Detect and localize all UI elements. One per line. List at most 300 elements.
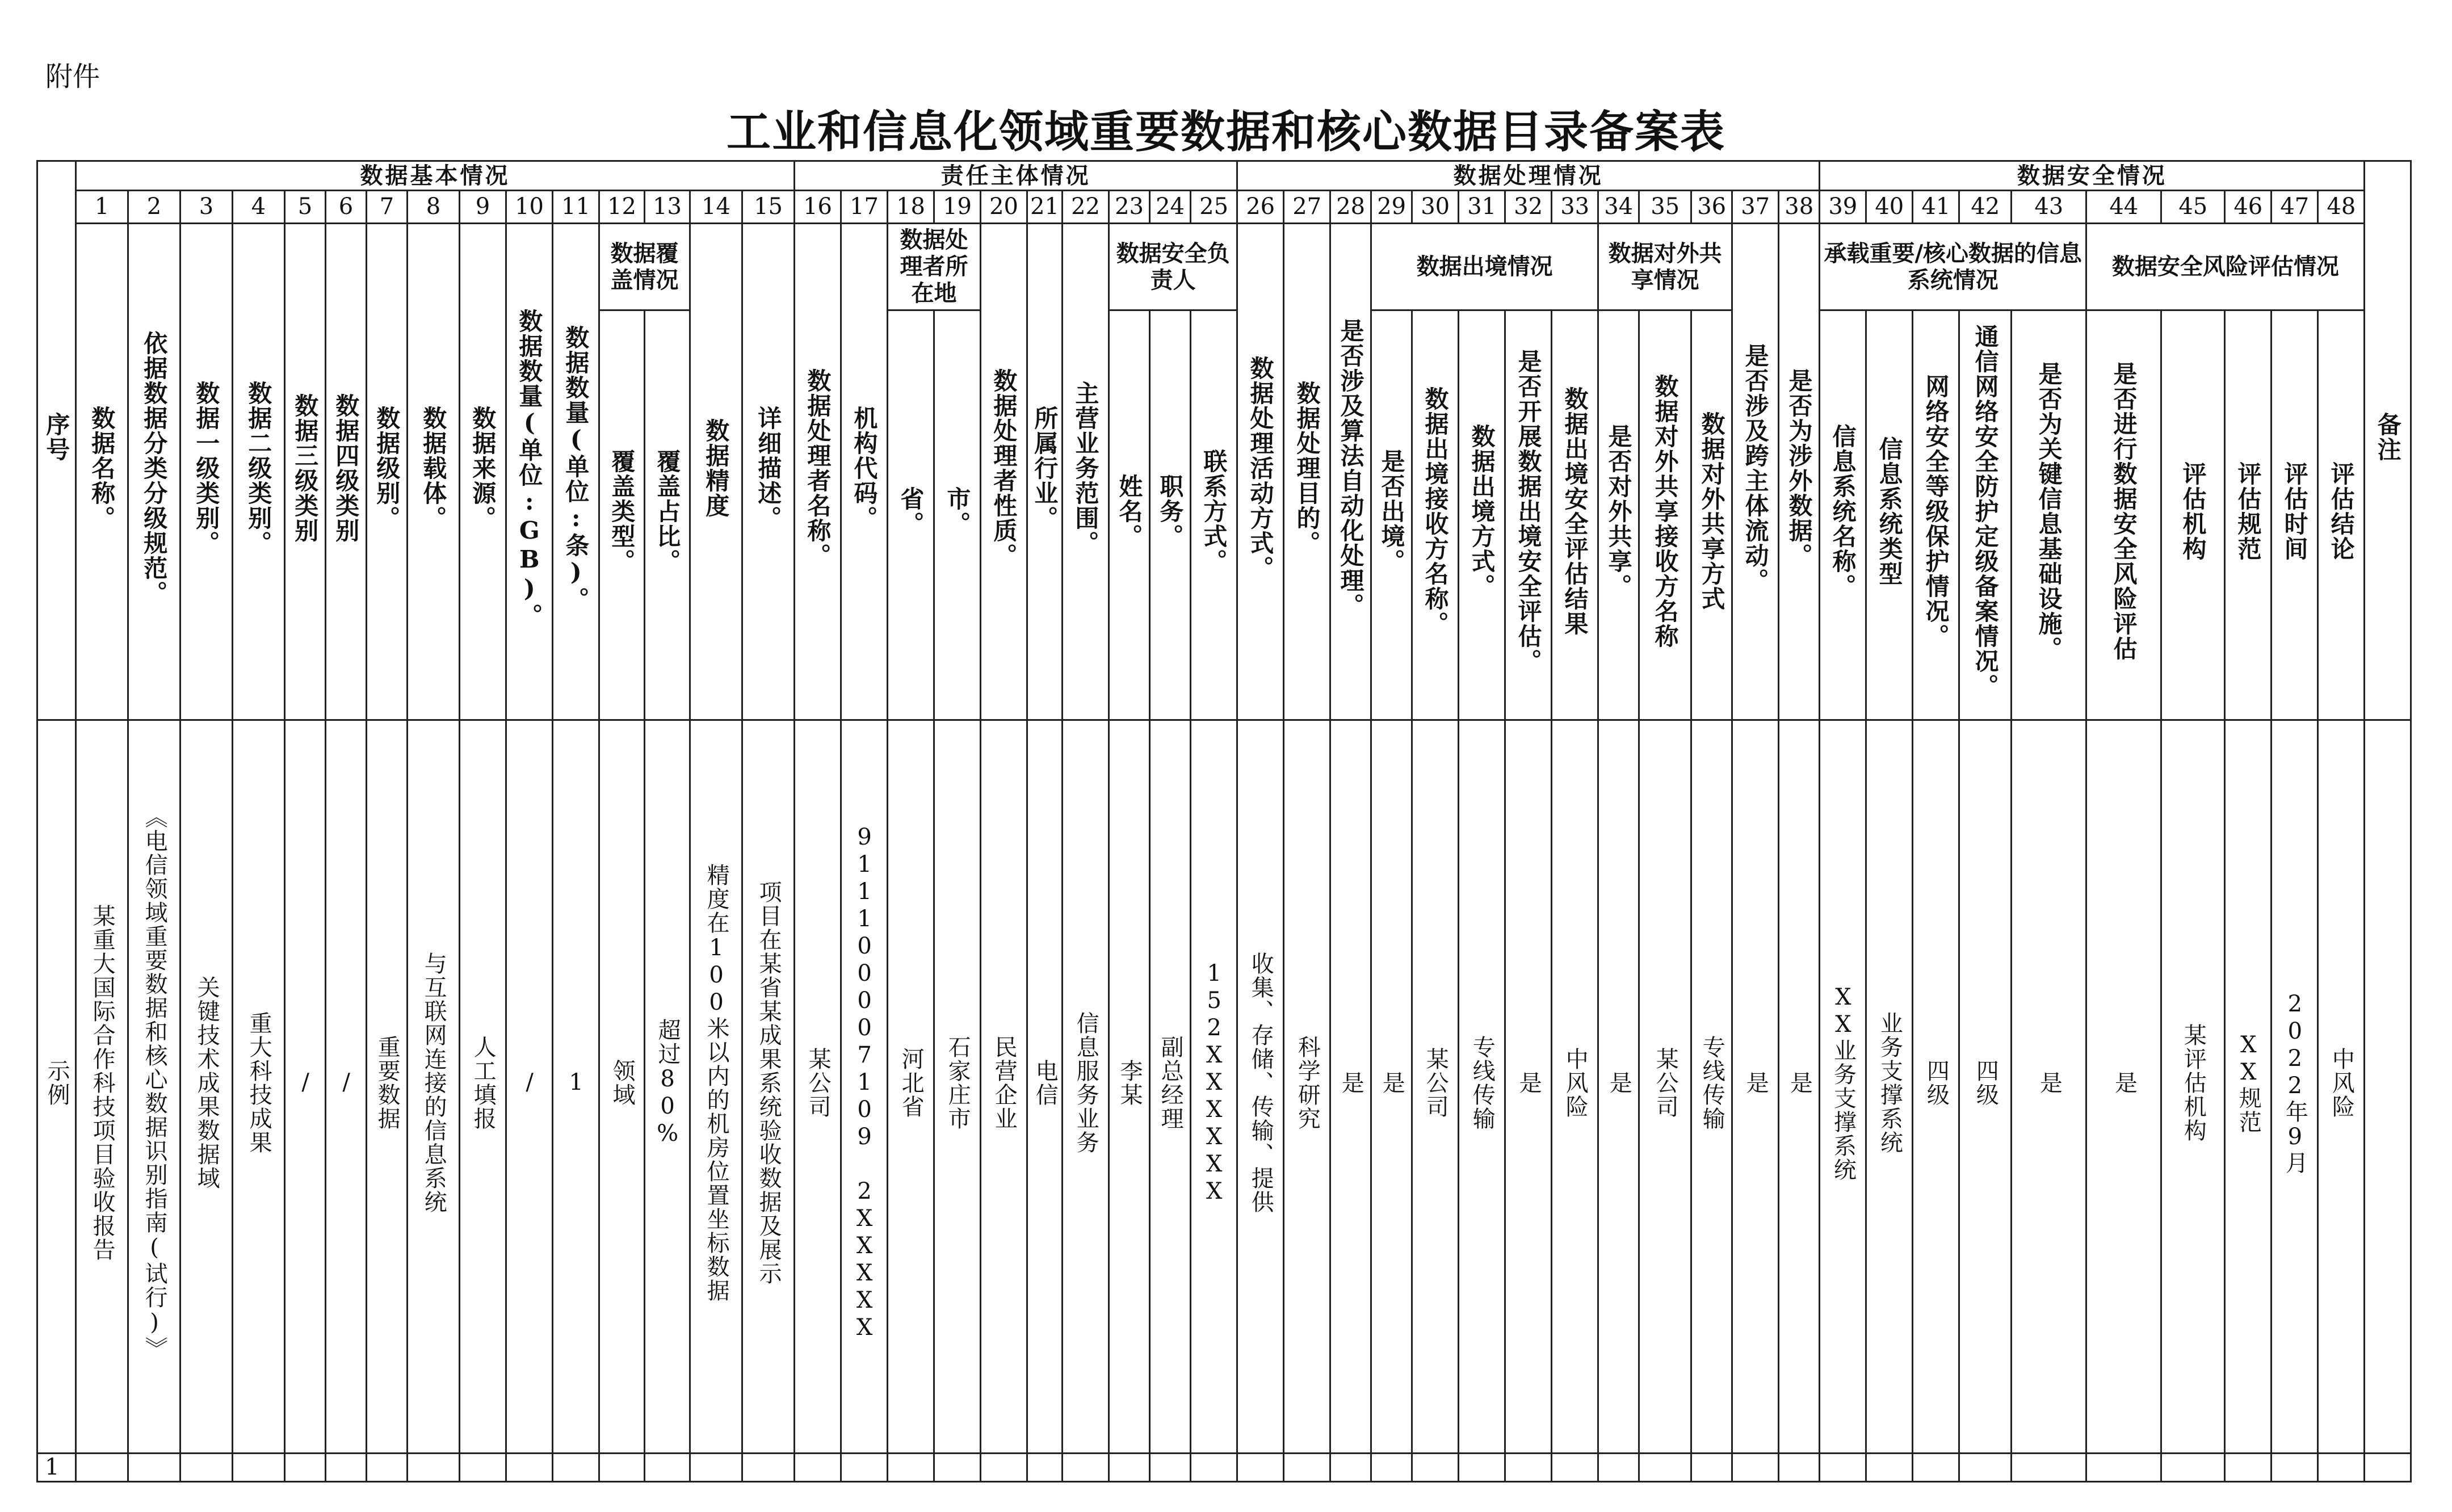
empty-cell bbox=[1913, 1453, 1959, 1481]
example-value bbox=[2086, 720, 2161, 1453]
subgroup-coverage: 数据覆盖情况 bbox=[599, 224, 690, 310]
example-value bbox=[981, 720, 1027, 1453]
group-subject: 责任主体情况 bbox=[795, 161, 1237, 191]
column-header-text: 数据来源。 bbox=[469, 406, 497, 531]
column-header-text: 数据处理者名称。 bbox=[804, 368, 832, 569]
column-header-text: 数据精度 bbox=[702, 418, 730, 519]
example-value bbox=[1779, 720, 1820, 1453]
example-value-text: 是 bbox=[1515, 1071, 1542, 1095]
column-number: 48 bbox=[2318, 191, 2365, 224]
example-value-text: / bbox=[333, 1069, 360, 1097]
column-header bbox=[180, 224, 233, 720]
column-header bbox=[690, 224, 742, 720]
example-value-text: 四级 bbox=[1923, 1059, 1950, 1107]
column-header bbox=[128, 224, 180, 720]
example-value bbox=[1150, 720, 1191, 1453]
empty-cell bbox=[2012, 1453, 2086, 1481]
example-value bbox=[1412, 720, 1459, 1453]
empty-cell bbox=[841, 1453, 888, 1481]
example-value-text: 业务支撑系统 bbox=[1876, 1011, 1903, 1155]
column-number: 23 bbox=[1109, 191, 1150, 224]
column-number: 42 bbox=[1959, 191, 2012, 224]
empty-cell bbox=[690, 1453, 742, 1481]
column-header bbox=[1691, 310, 1732, 720]
column-header-text: 数据载体。 bbox=[419, 406, 448, 531]
header-seq-text: 序号 bbox=[43, 412, 71, 463]
example-value-text: 项目在某省某成果系统验收数据及展示 bbox=[755, 880, 782, 1286]
empty-cell bbox=[2086, 1453, 2161, 1481]
column-number: 40 bbox=[1866, 191, 1913, 224]
header-remarks bbox=[2365, 161, 2411, 720]
column-header bbox=[2086, 310, 2161, 720]
empty-cell bbox=[1237, 1453, 1284, 1481]
empty-cell bbox=[1150, 1453, 1191, 1481]
empty-cell bbox=[2272, 1453, 2318, 1481]
example-value bbox=[1330, 720, 1371, 1453]
example-value bbox=[841, 720, 888, 1453]
empty-cell bbox=[1779, 1453, 1820, 1481]
example-value-text: 石家庄市 bbox=[944, 1035, 971, 1131]
empty-cell bbox=[934, 1453, 981, 1481]
example-value-text: 911100007109 2XXXXX bbox=[851, 824, 878, 1342]
example-value-text: 是 bbox=[1743, 1071, 1769, 1095]
column-header bbox=[1150, 310, 1191, 720]
example-value bbox=[888, 720, 934, 1453]
empty-cell bbox=[2161, 1453, 2225, 1481]
example-value-text: 河北省 bbox=[898, 1047, 925, 1119]
column-header bbox=[2012, 310, 2086, 720]
example-value bbox=[1959, 720, 2012, 1453]
column-header-text: 信息系统类型 bbox=[1875, 436, 1904, 587]
example-value bbox=[742, 720, 795, 1453]
column-header bbox=[645, 310, 690, 720]
example-label bbox=[37, 720, 76, 1453]
example-value bbox=[2272, 720, 2318, 1453]
column-header bbox=[1109, 310, 1150, 720]
column-header bbox=[460, 224, 506, 720]
column-header bbox=[2225, 310, 2272, 720]
column-header-text: 数据处理者性质。 bbox=[990, 368, 1018, 569]
column-number: 4 bbox=[233, 191, 285, 224]
column-header-text: 是否为关键信息基础设施。 bbox=[2035, 362, 2063, 662]
empty-cell bbox=[553, 1453, 599, 1481]
empty-cell bbox=[1732, 1453, 1779, 1481]
column-header-text: 覆盖类型。 bbox=[608, 449, 636, 574]
subgroup-risk-eval: 数据安全风险评估情况 bbox=[2086, 224, 2365, 310]
column-header bbox=[408, 224, 460, 720]
example-value bbox=[795, 720, 841, 1453]
row-number-cell: 1 bbox=[37, 1453, 76, 1481]
example-value bbox=[2318, 720, 2365, 1453]
column-header-text: 主营业务范围。 bbox=[1072, 381, 1100, 556]
column-header bbox=[367, 224, 408, 720]
column-header-text: 依据数据分类分级规范。 bbox=[140, 331, 169, 606]
empty-cell bbox=[795, 1453, 841, 1481]
column-number: 24 bbox=[1150, 191, 1191, 224]
example-value bbox=[367, 720, 408, 1453]
column-number: 21 bbox=[1027, 191, 1063, 224]
example-value bbox=[180, 720, 233, 1453]
example-value bbox=[1820, 720, 1866, 1453]
subgroup-officer: 数据安全负责人 bbox=[1109, 224, 1237, 310]
example-value bbox=[1732, 720, 1779, 1453]
column-number: 33 bbox=[1552, 191, 1598, 224]
example-value-text: 专线传输 bbox=[1469, 1035, 1496, 1131]
column-header-text: 是否涉及跨主体流动。 bbox=[1741, 343, 1770, 594]
example-value bbox=[76, 720, 128, 1453]
column-number: 27 bbox=[1284, 191, 1330, 224]
column-header bbox=[934, 310, 981, 720]
empty-cell bbox=[2318, 1453, 2365, 1481]
empty-cell bbox=[645, 1453, 690, 1481]
example-value-text: 民营企业 bbox=[991, 1035, 1018, 1131]
column-header-text: 所属行业。 bbox=[1031, 406, 1059, 531]
example-value-text: 科学研究 bbox=[1294, 1035, 1321, 1131]
example-value bbox=[1109, 720, 1150, 1453]
column-header-text: 评估机构 bbox=[2179, 461, 2207, 562]
header-remarks-text: 备注 bbox=[2374, 412, 2402, 463]
column-header bbox=[506, 224, 553, 720]
column-header bbox=[742, 224, 795, 720]
column-header-text: 是否开展数据出境安全评估。 bbox=[1514, 349, 1543, 674]
subgroup-sharing: 数据对外共享情况 bbox=[1598, 224, 1732, 310]
column-number: 6 bbox=[326, 191, 367, 224]
example-value-text: 是 bbox=[1379, 1071, 1405, 1095]
column-number: 44 bbox=[2086, 191, 2161, 224]
example-value bbox=[1284, 720, 1330, 1453]
example-value bbox=[1639, 720, 1691, 1453]
empty-cell bbox=[367, 1453, 408, 1481]
column-number: 43 bbox=[2012, 191, 2086, 224]
column-number: 10 bbox=[506, 191, 553, 224]
column-header-text: 是否对外共享。 bbox=[1605, 424, 1633, 599]
column-number: 11 bbox=[553, 191, 599, 224]
empty-cell bbox=[1412, 1453, 1459, 1481]
column-header-text: 数据出境安全评估结果 bbox=[1561, 387, 1589, 637]
column-number: 32 bbox=[1505, 191, 1552, 224]
column-header bbox=[1027, 224, 1063, 720]
example-value bbox=[408, 720, 460, 1453]
column-header bbox=[1959, 310, 2012, 720]
column-number: 46 bbox=[2225, 191, 2272, 224]
example-value-text: / bbox=[517, 1069, 543, 1097]
example-value bbox=[1237, 720, 1284, 1453]
column-header bbox=[1820, 310, 1866, 720]
example-value bbox=[1063, 720, 1109, 1453]
example-value bbox=[128, 720, 180, 1453]
column-number: 38 bbox=[1779, 191, 1820, 224]
group-security: 数据安全情况 bbox=[1820, 161, 2365, 191]
column-header bbox=[1330, 224, 1371, 720]
filing-table bbox=[36, 160, 2452, 1482]
example-value-text: 某评估机构 bbox=[2180, 1023, 2207, 1143]
empty-cell bbox=[326, 1453, 367, 1481]
example-value-text: 与互联网连接的信息系统 bbox=[421, 952, 447, 1215]
column-header-text: 机构代码。 bbox=[850, 406, 879, 531]
column-header bbox=[1505, 310, 1552, 720]
column-header-text: 数据一级类别。 bbox=[192, 381, 221, 556]
column-header-text: 网络安全等级保护情况。 bbox=[1922, 374, 1950, 649]
column-header bbox=[1063, 224, 1109, 720]
column-header-text: 数据数量(单位:条)。 bbox=[562, 325, 590, 612]
example-value bbox=[1191, 720, 1237, 1453]
column-number: 16 bbox=[795, 191, 841, 224]
example-value-text: 是 bbox=[1606, 1071, 1632, 1095]
example-value-text: 某重大国际合作科技项目验收报告 bbox=[89, 904, 116, 1262]
column-header bbox=[1598, 310, 1639, 720]
column-header-text: 是否出境。 bbox=[1378, 449, 1406, 574]
column-header-text: 职务。 bbox=[1156, 474, 1185, 549]
example-value bbox=[460, 720, 506, 1453]
column-header bbox=[233, 224, 285, 720]
column-header-text: 数据三级类别 bbox=[291, 393, 320, 544]
example-value-text: 信息服务业务 bbox=[1073, 1011, 1099, 1155]
example-value-text: 1 bbox=[563, 1069, 590, 1097]
column-header bbox=[1371, 310, 1412, 720]
attachment-label: 附件 bbox=[45, 61, 100, 93]
column-header bbox=[841, 224, 888, 720]
example-value-text: 是 bbox=[2111, 1071, 2138, 1095]
column-header bbox=[599, 310, 645, 720]
example-value bbox=[233, 720, 285, 1453]
empty-cell bbox=[1691, 1453, 1732, 1481]
column-number: 39 bbox=[1820, 191, 1866, 224]
example-value-text: 关键技术成果数据域 bbox=[194, 976, 220, 1191]
column-number: 45 bbox=[2161, 191, 2225, 224]
subgroup-location: 数据处理者所在地 bbox=[888, 224, 981, 310]
column-header bbox=[2272, 310, 2318, 720]
empty-cell bbox=[1552, 1453, 1598, 1481]
column-header bbox=[1866, 310, 1913, 720]
example-value-text: 副总经理 bbox=[1157, 1035, 1184, 1131]
column-number: 3 bbox=[180, 191, 233, 224]
column-header bbox=[1913, 310, 1959, 720]
column-header-text: 数据级别。 bbox=[373, 406, 401, 531]
example-value-text: 收集、存储、传输、提供 bbox=[1248, 952, 1274, 1215]
column-header bbox=[1284, 224, 1330, 720]
empty-cell bbox=[981, 1453, 1027, 1481]
column-number: 12 bbox=[599, 191, 645, 224]
example-value-text: 是 bbox=[1786, 1071, 1813, 1095]
column-header-text: 数据二级类别。 bbox=[245, 381, 273, 556]
column-header-text: 覆盖占比。 bbox=[653, 449, 682, 574]
column-number: 41 bbox=[1913, 191, 1959, 224]
example-value bbox=[1866, 720, 1913, 1453]
example-value-text: 重大科技成果 bbox=[246, 1011, 272, 1155]
empty-cell bbox=[1063, 1453, 1109, 1481]
example-value-text: 某公司 bbox=[1652, 1047, 1679, 1119]
example-remarks bbox=[2365, 720, 2411, 1453]
column-number: 36 bbox=[1691, 191, 1732, 224]
example-value bbox=[1598, 720, 1639, 1453]
empty-cell bbox=[1027, 1453, 1063, 1481]
example-value bbox=[1505, 720, 1552, 1453]
empty-cell bbox=[1598, 1453, 1639, 1481]
example-value bbox=[2225, 720, 2272, 1453]
example-value bbox=[1371, 720, 1412, 1453]
column-number: 25 bbox=[1191, 191, 1237, 224]
column-header bbox=[795, 224, 841, 720]
column-header-text: 评估结论 bbox=[2327, 461, 2356, 562]
example-value-text: 某公司 bbox=[805, 1047, 832, 1119]
example-value-text: 人工填报 bbox=[470, 1035, 497, 1131]
example-value-text: 领域 bbox=[609, 1059, 636, 1107]
column-header-text: 评估规范 bbox=[2234, 461, 2262, 562]
column-number: 35 bbox=[1639, 191, 1691, 224]
group-processing: 数据处理情况 bbox=[1237, 161, 1820, 191]
example-value-text: 李某 bbox=[1116, 1059, 1143, 1107]
column-header bbox=[2161, 310, 2225, 720]
empty-cell bbox=[1639, 1453, 1691, 1481]
column-number: 20 bbox=[981, 191, 1027, 224]
column-number: 14 bbox=[690, 191, 742, 224]
empty-cell bbox=[742, 1453, 795, 1481]
column-number: 47 bbox=[2272, 191, 2318, 224]
empty-cell bbox=[233, 1453, 285, 1481]
column-header bbox=[1779, 224, 1820, 720]
column-header-text: 数据数量(单位:GB)。 bbox=[515, 308, 544, 628]
empty-cell bbox=[128, 1453, 180, 1481]
column-number: 8 bbox=[408, 191, 460, 224]
example-value-text: 中风险 bbox=[1562, 1047, 1589, 1119]
example-value-text: 超过80% bbox=[654, 1018, 681, 1148]
example-value-text: 152XXXXXX bbox=[1201, 960, 1228, 1206]
example-value-text: XX业务支撑系统 bbox=[1830, 984, 1857, 1182]
example-value bbox=[506, 720, 553, 1453]
column-number: 5 bbox=[285, 191, 326, 224]
column-number: 17 bbox=[841, 191, 888, 224]
column-number: 34 bbox=[1598, 191, 1639, 224]
column-header bbox=[1191, 310, 1237, 720]
column-header bbox=[553, 224, 599, 720]
column-number: 1 bbox=[76, 191, 128, 224]
empty-cell bbox=[1371, 1453, 1412, 1481]
empty-cell bbox=[1284, 1453, 1330, 1481]
column-header bbox=[1237, 224, 1284, 720]
example-value bbox=[1552, 720, 1598, 1453]
empty-cell bbox=[1505, 1453, 1552, 1481]
empty-cell bbox=[1959, 1453, 2012, 1481]
empty-cell bbox=[1191, 1453, 1237, 1481]
example-value bbox=[599, 720, 645, 1453]
example-value-text: 《电信领域重要数据和核心数据识别指南(试行)》 bbox=[141, 805, 168, 1361]
empty-cell bbox=[599, 1453, 645, 1481]
column-header-text: 数据对外共享方式 bbox=[1698, 411, 1726, 612]
empty-cell bbox=[76, 1453, 128, 1481]
example-value bbox=[1459, 720, 1505, 1453]
column-number: 22 bbox=[1063, 191, 1109, 224]
example-value-text: 四级 bbox=[1972, 1059, 1999, 1107]
example-value bbox=[326, 720, 367, 1453]
column-header-text: 是否进行数据安全风险评估 bbox=[2110, 362, 2138, 662]
example-value-text: 2022年9月 bbox=[2282, 991, 2308, 1175]
column-header bbox=[326, 224, 367, 720]
example-value bbox=[934, 720, 981, 1453]
column-number: 28 bbox=[1330, 191, 1371, 224]
example-value-text: 某公司 bbox=[1422, 1047, 1449, 1119]
column-header bbox=[1459, 310, 1505, 720]
column-header-text: 是否为涉外数据。 bbox=[1785, 368, 1813, 569]
empty-cell bbox=[2225, 1453, 2272, 1481]
empty-cell bbox=[2365, 1453, 2411, 1481]
column-header-text: 详细描述。 bbox=[754, 406, 783, 531]
example-value-text: / bbox=[292, 1069, 319, 1097]
empty-cell bbox=[1820, 1453, 1866, 1481]
column-header-text: 省。 bbox=[897, 486, 925, 537]
column-header-text: 数据出境方式。 bbox=[1468, 424, 1496, 599]
column-header-text: 数据四级类别 bbox=[332, 393, 360, 544]
column-header bbox=[1732, 224, 1779, 720]
example-value bbox=[645, 720, 690, 1453]
empty-cell bbox=[285, 1453, 326, 1481]
column-header-text: 姓名。 bbox=[1115, 474, 1144, 549]
empty-cell bbox=[1330, 1453, 1371, 1481]
empty-cell bbox=[506, 1453, 553, 1481]
example-value-text: 重要数据 bbox=[374, 1035, 401, 1131]
example-value-text: 精度在100米以内的机房位置坐标数据 bbox=[703, 863, 730, 1303]
example-value bbox=[285, 720, 326, 1453]
column-header-text: 通信网络安全防护定级备案情况。 bbox=[1971, 324, 2000, 699]
example-value bbox=[690, 720, 742, 1453]
column-header bbox=[2318, 310, 2365, 720]
column-number: 13 bbox=[645, 191, 690, 224]
example-value bbox=[1027, 720, 1063, 1453]
example-value-text: 是 bbox=[1338, 1071, 1364, 1095]
column-number: 26 bbox=[1237, 191, 1284, 224]
column-header-text: 数据处理活动方式。 bbox=[1246, 356, 1275, 581]
group-basic: 数据基本情况 bbox=[76, 161, 795, 191]
column-number: 31 bbox=[1459, 191, 1505, 224]
empty-cell bbox=[1109, 1453, 1150, 1481]
empty-cell bbox=[180, 1453, 233, 1481]
example-value-text: 中风险 bbox=[2328, 1047, 2355, 1119]
example-value bbox=[1691, 720, 1732, 1453]
column-header-text: 信息系统名称。 bbox=[1829, 424, 1857, 599]
column-header bbox=[888, 310, 934, 720]
empty-cell bbox=[1866, 1453, 1913, 1481]
column-header bbox=[285, 224, 326, 720]
column-number: 9 bbox=[460, 191, 506, 224]
empty-cell bbox=[1459, 1453, 1505, 1481]
example-value-text: 电信 bbox=[1032, 1059, 1059, 1107]
column-header bbox=[1412, 310, 1459, 720]
empty-cell bbox=[408, 1453, 460, 1481]
page-title: 工业和信息化领域重要数据和核心数据目录备案表 bbox=[726, 106, 1725, 158]
column-header bbox=[981, 224, 1027, 720]
column-header-text: 评估时间 bbox=[2281, 461, 2309, 562]
column-number: 30 bbox=[1412, 191, 1459, 224]
column-header-text: 数据处理目的。 bbox=[1293, 381, 1321, 556]
column-header-text: 联系方式。 bbox=[1200, 449, 1228, 574]
subgroup-systems: 承载重要/核心数据的信息系统情况 bbox=[1820, 224, 2086, 310]
column-header-text: 数据出境接收方名称。 bbox=[1421, 387, 1450, 637]
header-seq bbox=[37, 161, 76, 720]
column-header-text: 数据对外共享接收方名称 bbox=[1651, 374, 1680, 649]
column-number: 29 bbox=[1371, 191, 1412, 224]
column-number: 19 bbox=[934, 191, 981, 224]
column-number: 18 bbox=[888, 191, 934, 224]
column-number: 2 bbox=[128, 191, 180, 224]
example-value bbox=[1913, 720, 1959, 1453]
column-header-text: 是否涉及算法自动化处理。 bbox=[1337, 318, 1365, 619]
example-value-text: 是 bbox=[2036, 1071, 2063, 1095]
column-header bbox=[1552, 310, 1598, 720]
column-number: 7 bbox=[367, 191, 408, 224]
column-number: 15 bbox=[742, 191, 795, 224]
example-label-text: 示例 bbox=[44, 1059, 70, 1107]
empty-cell bbox=[888, 1453, 934, 1481]
empty-cell bbox=[460, 1453, 506, 1481]
